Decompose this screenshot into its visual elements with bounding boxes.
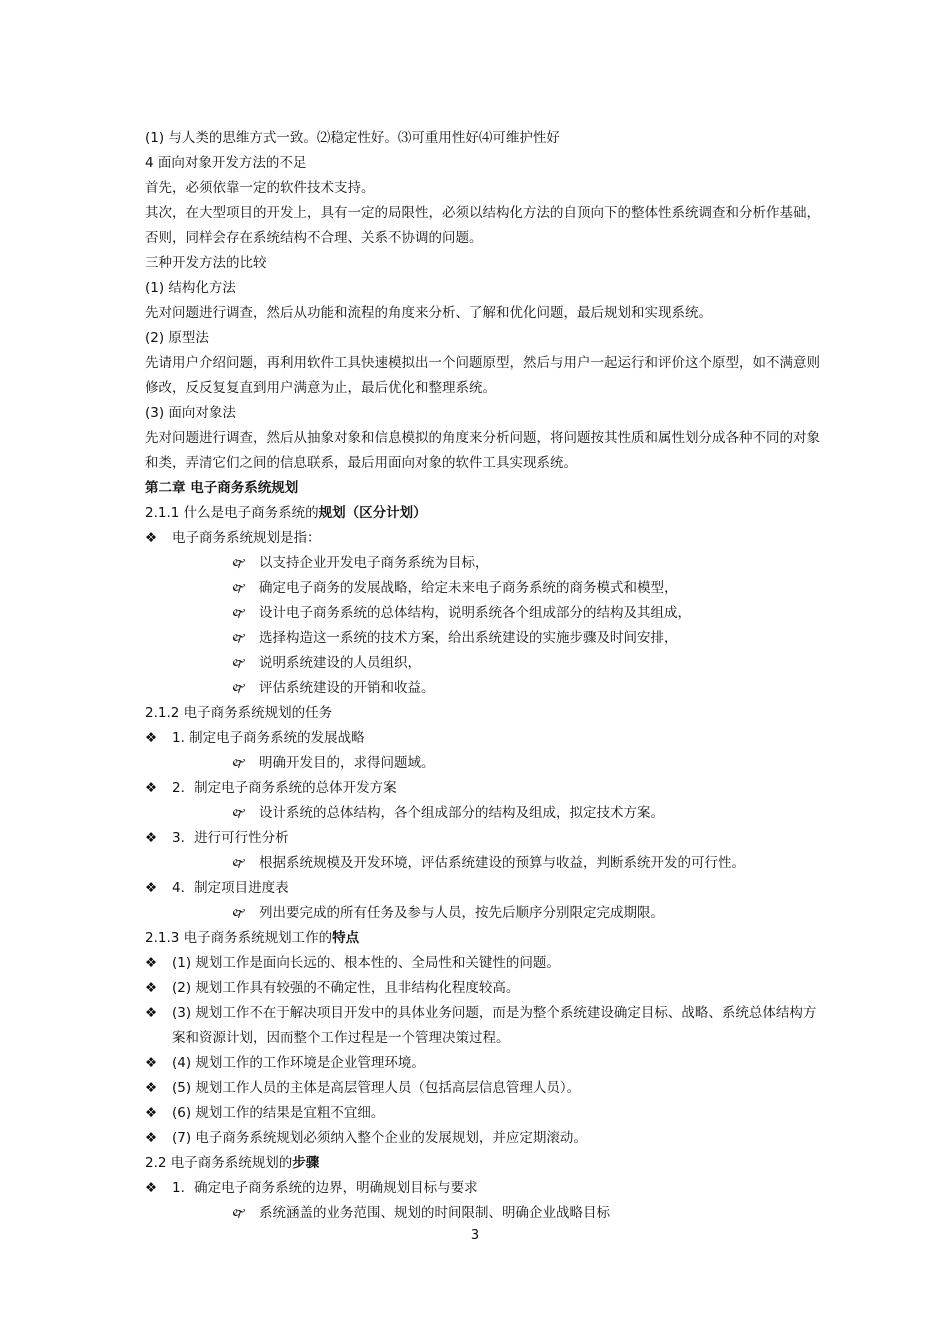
- paragraph: 三种开发方法的比较: [145, 255, 267, 271]
- list-item-text: 确定电子商务的发展战略，给定未来电子商务系统的商务模式和模型，: [259, 580, 678, 596]
- list-item-text: (1) 规划工作是面向长远的、根本性的、全局性和关键性的问题。: [172, 955, 560, 971]
- heading-text: 2.1.3 电子商务系统规划工作的: [145, 930, 333, 946]
- list-item-text: 2．制定电子商务系统的总体开发方案: [172, 780, 397, 796]
- paragraph: 先对问题进行调查，然后从功能和流程的角度来分析、了解和优化问题，最后规划和实现系统。: [145, 305, 712, 321]
- list-item-text: 明确开发目的，求得问题域。: [259, 755, 435, 771]
- diamond-bullet-icon: ❖: [145, 1005, 158, 1021]
- heading-emphasis: 规划（区分计划）: [318, 505, 427, 521]
- list-item-text: 1. 制定电子商务系统的发展战略: [172, 730, 365, 746]
- paragraph: 其次，在大型项目的开发上，具有一定的局限性，必须以结构化方法的自顶向下的整体性系统调查和分析作基础，否则，同样会存在系统结构不合理、关系不协调的问题。: [145, 205, 820, 246]
- heading-text: 2.1.1 什么是电子商务系统的: [145, 505, 319, 521]
- sub-list-item: [145, 676, 825, 701]
- heading-emphasis: 特点: [332, 930, 360, 946]
- list-item-text: 设计系统的总体结构，各个组成部分的结构及组成，拟定技术方案。: [259, 805, 664, 821]
- list-item-text: 评估系统建设的开销和收益。: [259, 680, 435, 696]
- ampersand-bullet-icon: 🙰: [231, 631, 247, 645]
- list-item-text: 3．进行可行性分析: [172, 830, 289, 846]
- diamond-bullet-icon: ❖: [145, 1130, 158, 1146]
- list-item-text: 设计电子商务系统的总体结构，说明系统各个组成部分的结构及其组成，: [259, 605, 691, 621]
- ampersand-bullet-icon: 🙰: [231, 756, 247, 770]
- list-item: [145, 1101, 825, 1126]
- list-item-text: 1．确定电子商务系统的边界，明确规划目标与要求: [172, 1180, 478, 1196]
- diamond-bullet-icon: ❖: [145, 730, 158, 746]
- ampersand-bullet-icon: 🙰: [231, 856, 247, 870]
- list-item-text: 电子商务系统规划是指：: [172, 530, 321, 546]
- chapter-heading: 第二章 电子商务系统规划: [145, 480, 299, 496]
- section-heading: 2.1.2 电子商务系统规划的任务: [145, 705, 333, 721]
- diamond-bullet-icon: ❖: [145, 1180, 158, 1196]
- diamond-bullet-icon: ❖: [145, 880, 158, 896]
- paragraph: 首先，必须依靠一定的软件技术支持。: [145, 180, 375, 196]
- list-item: [145, 826, 825, 851]
- list-item: [145, 1051, 825, 1076]
- diamond-bullet-icon: ❖: [145, 780, 158, 796]
- page-number: 3: [470, 1228, 480, 1243]
- list-item: [145, 1076, 825, 1101]
- list-item-text: 列出要完成的所有任务及参与人员，按先后顺序分别限定完成期限。: [259, 905, 664, 921]
- ampersand-bullet-icon: 🙰: [231, 581, 247, 595]
- list-item-text: 4．制定项目进度表: [172, 880, 289, 896]
- heading-text: 2.2 电子商务系统规划的: [145, 1155, 293, 1171]
- diamond-bullet-icon: ❖: [145, 1105, 158, 1121]
- paragraph: 先对问题进行调查，然后从抽象对象和信息模拟的角度来分析问题，将问题按其性质和属性划分成各种不同的对象和类，弄清它们之间的信息联系，最后用面向对象的软件工具实现系统。: [145, 430, 820, 471]
- ampersand-bullet-icon: 🙰: [231, 656, 247, 670]
- list-item: [145, 776, 825, 801]
- list-item: [145, 1126, 825, 1151]
- list-item-text: (5) 规划工作人员的主体是高层管理人员（包括高层信息管理人员）。: [172, 1080, 581, 1096]
- paragraph: (1) 结构化方法: [145, 280, 236, 296]
- sub-list-item: [145, 851, 825, 876]
- sub-list-item: [145, 651, 825, 676]
- list-item-text: 系统涵盖的业务范围、规划的时间限制、明确企业战略目标: [259, 1205, 610, 1221]
- list-item: [145, 526, 825, 551]
- ampersand-bullet-icon: 🙰: [231, 906, 247, 920]
- sub-list-item: [145, 1201, 825, 1226]
- list-item-text: (4) 规划工作的工作环境是企业管理环境。: [172, 1055, 425, 1071]
- sub-list-item: [145, 601, 825, 626]
- paragraph: 先请用户介绍问题，再利用软件工具快速模拟出一个问题原型，然后与用户一起运行和评价这个原型，如不满意则修改，反反复复直到用户满意为止，最后优化和整理系统。: [145, 355, 820, 396]
- list-item: [145, 876, 825, 901]
- paragraph: 4 面向对象开发方法的不足: [145, 155, 307, 171]
- list-item: [145, 726, 825, 751]
- list-item-text: (2) 规划工作具有较强的不确定性，且非结构化程度较高。: [172, 980, 520, 996]
- sub-list-item: [145, 751, 825, 776]
- section-heading: [145, 501, 825, 526]
- list-item-text: 根据系统规模及开发环境，评估系统建设的预算与收益，判断系统开发的可行性。: [259, 855, 745, 871]
- sub-list-item: [145, 576, 825, 601]
- diamond-bullet-icon: ❖: [145, 955, 158, 971]
- ampersand-bullet-icon: 🙰: [231, 806, 247, 820]
- sub-list-item: [145, 551, 825, 576]
- list-item: [145, 976, 825, 1001]
- ampersand-bullet-icon: 🙰: [231, 606, 247, 620]
- list-item-text: (7) 电子商务系统规划必须纳入整个企业的发展规划，并应定期滚动。: [172, 1130, 587, 1146]
- list-item-text: 说明系统建设的人员组织，: [259, 655, 421, 671]
- list-item: [145, 1001, 825, 1051]
- section-heading: [145, 926, 825, 951]
- paragraph: (2) 原型法: [145, 330, 209, 346]
- diamond-bullet-icon: ❖: [145, 980, 158, 996]
- ampersand-bullet-icon: 🙰: [231, 556, 247, 570]
- list-item: [145, 1176, 825, 1201]
- list-item-text: (6) 规划工作的结果是宜粗不宜细。: [172, 1105, 385, 1121]
- page-body: [145, 126, 825, 1226]
- sub-list-item: [145, 901, 825, 926]
- ampersand-bullet-icon: 🙰: [231, 681, 247, 695]
- sub-list-item: [145, 801, 825, 826]
- section-heading: [145, 1151, 825, 1176]
- sub-list-item: [145, 626, 825, 651]
- paragraph: (3) 面向对象法: [145, 405, 236, 421]
- diamond-bullet-icon: ❖: [145, 530, 158, 546]
- heading-emphasis: 步骤: [292, 1155, 320, 1171]
- list-item: [145, 951, 825, 976]
- paragraph: (1) 与人类的思维方式一致。⑵稳定性好。⑶可重用性好⑷可维护性好: [145, 130, 560, 146]
- diamond-bullet-icon: ❖: [145, 1080, 158, 1096]
- ampersand-bullet-icon: 🙰: [231, 1206, 247, 1220]
- list-item-text: (3) 规划工作不在于解决项目开发中的具体业务问题，而是为整个系统建设确定目标、战略、系统总体结构方案和资源计划，因而整个工作过程是一个管理决策过程。: [172, 1005, 817, 1046]
- diamond-bullet-icon: ❖: [145, 1055, 158, 1071]
- list-item-text: 选择构造这一系统的技术方案，给出系统建设的实施步骤及时间安排，: [259, 630, 678, 646]
- list-item-text: 以支持企业开发电子商务系统为目标，: [259, 555, 489, 571]
- diamond-bullet-icon: ❖: [145, 830, 158, 846]
